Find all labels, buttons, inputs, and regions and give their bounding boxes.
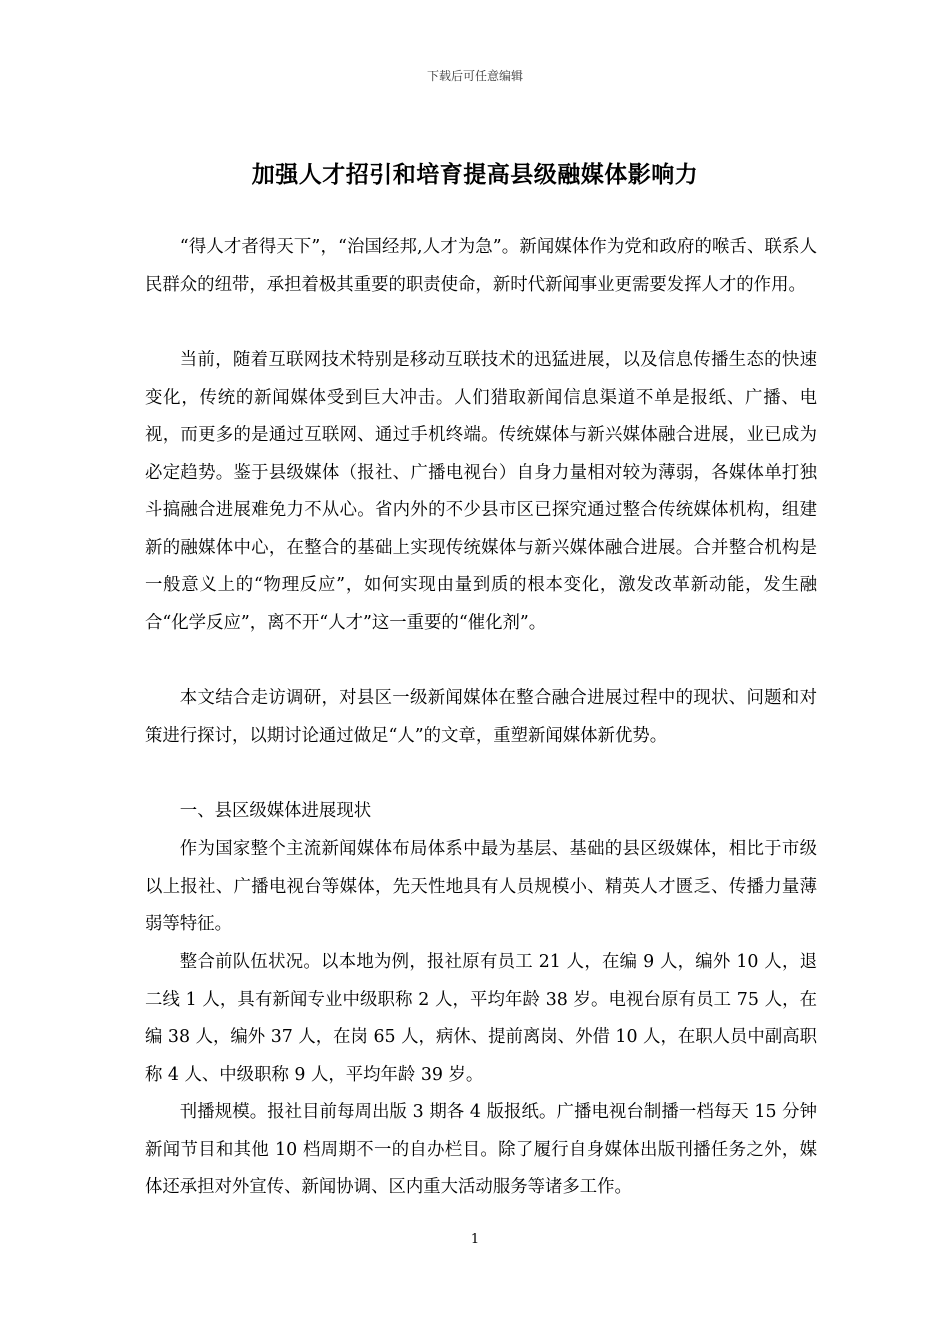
section-paragraph-1: 作为国家整个主流新闻媒体布局体系中最为基层、基础的县区级媒体，相比于市级以上报社、广播电视台等媒体，先天性地具有人员规模小、精英人才匮乏、传播力量薄弱等特征。: [145, 839, 817, 934]
section-paragraph-2: 整合前队伍状况。以本地为例，报社原有员工 21 人，在编 9 人，编外 10 人，退二线 1 人，具有新闻专业中级职称 2 人，平均年龄 38 岁。电视台原有员工 75 人，在编 38 人，编外 37 人，在岗 65 人，病休、提前离岗、外借 10 人，在职人员中副高职称 4 人、中级职称 9 人，平均年龄 39 岁。: [145, 952, 817, 1085]
section-paragraph-3: 刊播规模。报社目前每周出版 3 期各 4 版报纸。广播电视台制播一档每天 15 分钟新闻节目和其他 10 档周期不一的自办栏目。除了履行自身媒体出版刊播任务之外，媒体还承担对外宣传、新闻协调、区内重大活动服务等诸多工作。: [145, 1102, 817, 1197]
header-note: 下载后可任意编辑: [426, 69, 523, 83]
page-number: 1: [470, 1232, 480, 1247]
section-heading: 一、县区级媒体进展现状: [179, 801, 372, 821]
intro-paragraph-3: 本文结合走访调研，对县区一级新闻媒体在整合融合进展过程中的现状、问题和对策进行探讨，以期讨论通过做足“人”的文章，重塑新闻媒体新优势。: [145, 688, 817, 746]
intro-paragraph-2: 当前，随着互联网技术特别是移动互联技术的迅猛进展，以及信息传播生态的快速变化，传统的新闻媒体受到巨大冲击。人们猎取新闻信息渠道不单是报纸、广播、电视，而更多的是通过互联网、通过手机终端。传统媒体与新兴媒体融合进展，业已成为必定趋势。鉴于县级媒体（报社、广播电视台）自身力量相对较为薄弱，各媒体单打独斗搞融合进展难免力不从心。省内外的不少县市区已探究通过整合传统媒体机构，组建新的融媒体中心，在整合的基础上实现传统媒体与新兴媒体融合进展。合并整合机构是一般意义上的“物理反应”，如何实现由量到质的根本变化，激发改革新动能，发生融合“化学反应”，离不开“人才”这一重要的“催化剂”。: [145, 350, 817, 633]
document-title: 加强人才招引和培育提高县级融媒体影响力: [251, 161, 699, 188]
intro-paragraph-1: “得人才者得天下”，“治国经邦,人才为急”。新闻媒体作为党和政府的喉舌、联系人民群众的纽带，承担着极其重要的职责使命，新时代新闻事业更需要发挥人才的作用。: [145, 237, 817, 295]
